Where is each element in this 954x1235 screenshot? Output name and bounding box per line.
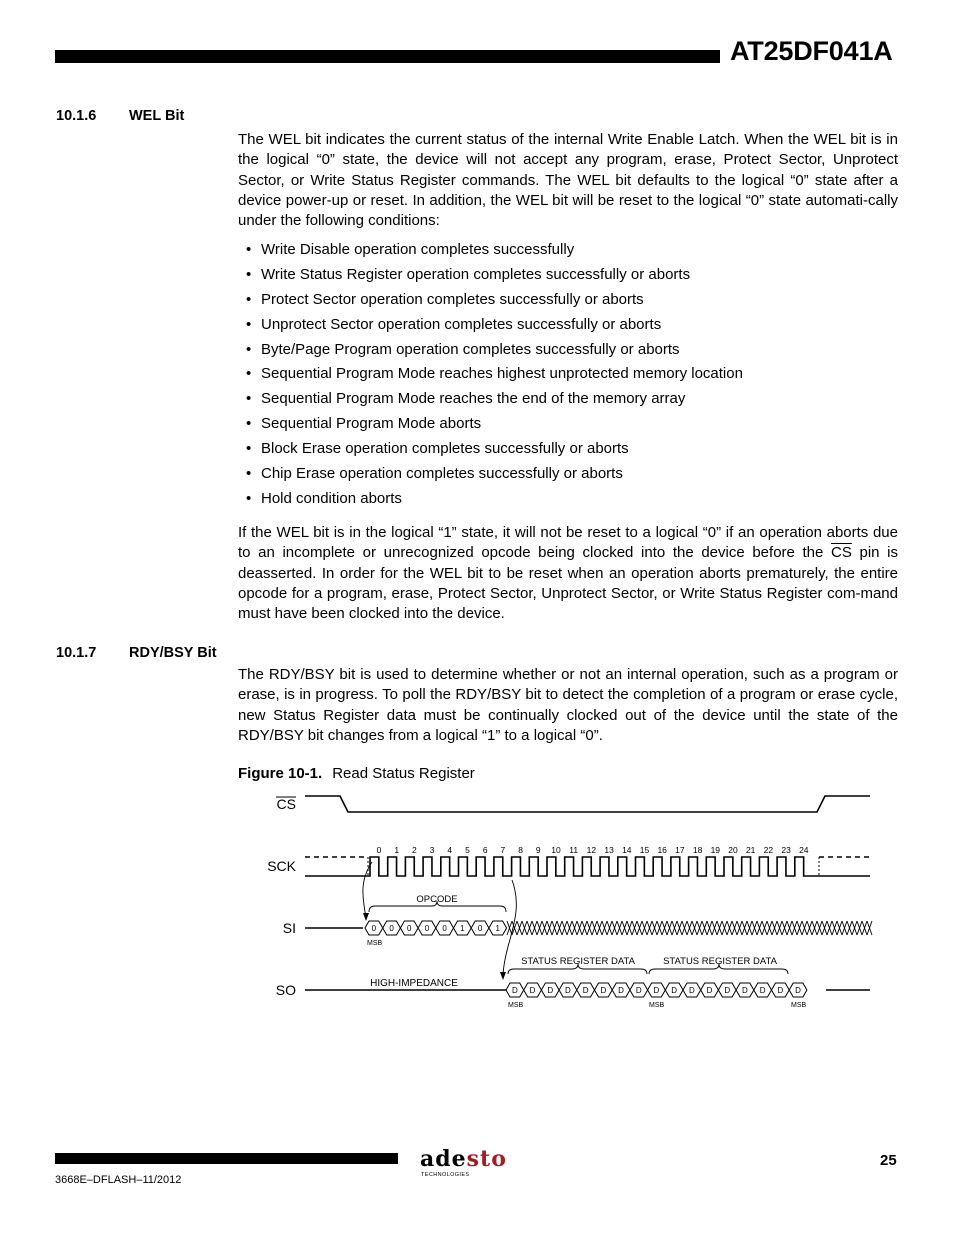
wel-condition-item: • Unprotect Sector operation completes successfully or aborts	[246, 314, 743, 339]
wel-condition-item: • Sequential Program Mode aborts	[246, 413, 743, 438]
wel-condition-item: • Block Erase operation completes successfully or aborts	[246, 438, 743, 463]
section-number: 10.1.7	[56, 645, 97, 661]
clock-number: 9	[535, 845, 541, 855]
so-bit-value: D	[671, 986, 678, 995]
section-number: 10.1.6	[56, 108, 97, 124]
sck-label: SCK	[267, 858, 296, 874]
clock-number: 22	[763, 845, 774, 855]
so-bit-value: D	[759, 986, 766, 995]
clock-number: 20	[728, 845, 738, 855]
logo-subtitle: TECHNOLOGIES	[421, 1172, 470, 1178]
so-bit-value: D	[618, 986, 624, 995]
so-bit-value: D	[635, 986, 642, 995]
wel-condition-item: • Protect Sector operation completes successfully or aborts	[246, 289, 743, 314]
so-bit-value: D	[600, 986, 607, 995]
footer-rule	[55, 1153, 398, 1164]
si-bit-value: 0	[389, 924, 394, 933]
clock-number: 5	[465, 845, 470, 855]
si-bit-value: 0	[477, 924, 483, 933]
section-title: WEL Bit	[129, 108, 185, 124]
status-register-data-label-1: STATUS REGISTER DATA	[521, 956, 635, 967]
wel-condition-item: • Sequential Program Mode reaches the end of the memory array	[246, 388, 743, 413]
so-status-data-bits	[506, 983, 807, 997]
wel-condition-item: • Write Disable operation completes successfully	[246, 239, 743, 264]
clock-cycle-numbers	[377, 845, 809, 855]
so-bit-value: D	[742, 986, 748, 995]
clock-number: 23	[781, 845, 791, 855]
so-msb-label-2: MSB	[649, 1002, 665, 1009]
si-bit-value: 0	[407, 924, 412, 933]
so-bit-value: D	[511, 986, 518, 995]
clock-number: 8	[518, 845, 523, 855]
wel-condition-item: • Byte/Page Program operation completes successfully or aborts	[246, 339, 743, 364]
clock-number: 18	[692, 845, 703, 855]
rdybsy-paragraph: The RDY/BSY bit is used to determine whether or not an internal operation, such as a program or erase, is in progress. To poll the RDY/BSY bit to detect the completion of a program or erase cycle, new Status Register data must be continually clocked out of the device until the state of the RDY/BSY bit changes from a logical “1” to a logical “0”.	[238, 666, 898, 744]
si-bit-value: 1	[460, 924, 465, 933]
opcode-label: OPCODE	[416, 894, 458, 905]
cs-signal-name: $\overline{CS}$	[831, 544, 852, 562]
clock-number: 12	[586, 845, 597, 855]
si-msb-label: MSB	[367, 940, 383, 947]
so-bit-value: D	[529, 986, 536, 995]
cs-waveform	[305, 796, 870, 812]
sck-waveform	[368, 857, 819, 876]
page-number: 25	[880, 1152, 897, 1169]
clock-number: 17	[675, 845, 685, 855]
so-bit-value: D	[777, 986, 784, 995]
so-label: SO	[275, 982, 296, 998]
document-code: 3668E–DFLASH–11/2012	[55, 1174, 182, 1186]
clock-number: 14	[622, 845, 632, 855]
clock-number: 19	[710, 845, 721, 855]
wel-condition-item: • Chip Erase operation completes successfully or aborts	[246, 463, 743, 488]
so-bit-value: D	[688, 986, 695, 995]
so-msb-label-3: MSB	[791, 1002, 807, 1009]
clock-number: 2	[412, 845, 417, 855]
clock-number: 10	[551, 845, 561, 855]
clock-number: 3	[429, 845, 435, 855]
clock-number: 24	[799, 845, 809, 855]
document-title: AT25DF041A	[730, 36, 893, 66]
wel-condition-item: • Write Status Register operation completes successfully or aborts	[246, 264, 743, 289]
so-bit-value: D	[565, 986, 571, 995]
so-bit-value: D	[795, 986, 801, 995]
clock-number: 21	[745, 845, 756, 855]
clock-number: 4	[447, 845, 453, 855]
clock-number: 6	[482, 845, 488, 855]
so-bit-value: D	[547, 986, 554, 995]
so-bit-value: D	[653, 986, 660, 995]
logo-text-main: ade	[420, 1146, 467, 1172]
figure-title: Read Status Register	[332, 765, 475, 782]
clock-number: 1	[394, 845, 400, 855]
cs-label: CS	[276, 796, 296, 812]
opcode-brace	[369, 901, 506, 912]
so-msb-label-1: MSB	[508, 1002, 524, 1009]
adesto-logo	[420, 1146, 507, 1172]
si-bit-value: 0	[424, 924, 430, 933]
so-bit-value: D	[582, 986, 589, 995]
si-bit-value: 1	[495, 924, 500, 933]
si-dont-care-region	[507, 921, 872, 935]
figure-label: Figure 10-1.	[238, 765, 323, 782]
clock-number: 0	[376, 845, 382, 855]
logo-text-accent: sto	[466, 1146, 507, 1172]
wel-condition-item: • Sequential Program Mode reaches highest unprotected memory location	[246, 363, 743, 388]
si-bit-value: 0	[442, 924, 447, 933]
si-label: SI	[282, 920, 296, 936]
wel-outro-text-2: pin is deasserted. In order for the WEL bit to be reset when an operation aborts prematurely, the entire opcode for a program, erase, Protect Sector, Unprotect Sector, or Write Status Register com-mand must have been clocked into the device.	[238, 544, 898, 623]
si-opcode-bits	[365, 921, 507, 935]
wel-condition-item: • Hold condition aborts	[246, 488, 743, 513]
clock-number: 13	[604, 845, 614, 855]
clock-number: 7	[500, 845, 506, 855]
so-bit-value: D	[706, 986, 713, 995]
so-bit-value: D	[724, 986, 731, 995]
high-impedance-label: HIGH-IMPEDANCE	[370, 978, 458, 989]
so-output-arrowhead	[500, 972, 506, 980]
section-title: RDY/BSY Bit	[129, 645, 217, 661]
clock-number: 11	[569, 845, 579, 855]
wel-outro-text-1: If the WEL bit is in the logical “1” state, it will not be reset to a logical “0” if an operation aborts due to an incomplete or unrecognized opcode being clocked into the device before the	[238, 524, 898, 562]
status-register-data-label-2: STATUS REGISTER DATA	[663, 956, 777, 967]
clock-number: 15	[639, 845, 650, 855]
si-setup-arrowhead	[363, 913, 369, 921]
clock-number: 16	[657, 845, 667, 855]
wel-intro-paragraph: The WEL bit indicates the current status of the internal Write Enable Latch. When the WEL bit is in the logical “0” state, the device will not accept any program, erase, Protect Sector, Unprotect Sector, or Write Status Register commands. The WEL bit defaults to the logical “0” state after a device power-up or reset. In addition, the WEL bit will be reset to the logical “0” state automati-cally under the following conditions:	[238, 131, 898, 230]
si-bit-value: 0	[371, 924, 377, 933]
